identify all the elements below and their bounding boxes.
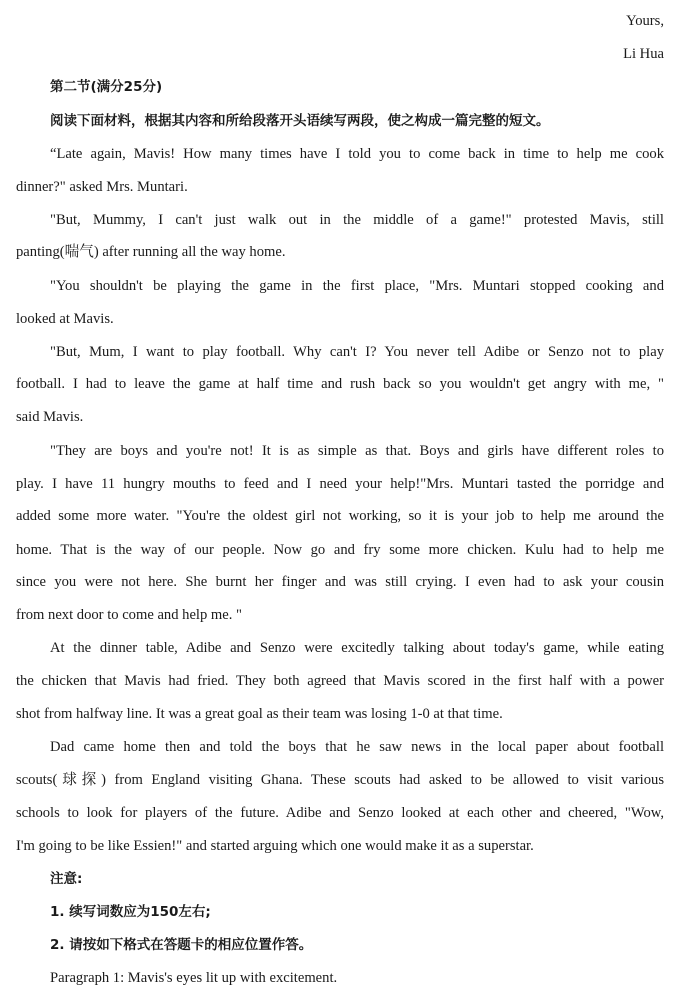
closing-yours: Yours, [626, 13, 664, 29]
notes-heading: 注意: [50, 871, 83, 887]
story-line: football. I had to leave the game at half time and rush back so you wouldn't get angry with me, " [16, 376, 664, 392]
notes-item-word-count: 1. 续写词数应为150左右; [50, 904, 211, 920]
section-heading: 第二节(满分25分) [50, 79, 163, 95]
story-line: scouts(球探) from England visiting Ghana. These scouts had asked to be allowed to visit various [16, 772, 664, 788]
story-line: said Mavis. [16, 409, 84, 425]
story-line: home. That is the way of our people. Now go and fry some more chicken. Kulu had to help me [16, 542, 664, 558]
closing-name: Li Hua [623, 46, 664, 62]
story-line: play. I have 11 hungry mouths to feed and I need your help!"Mrs. Muntari tasted the porridge and [16, 476, 664, 492]
story-line: "But, Mummy, I can't just walk out in the middle of a game!" protested Mavis, still [50, 212, 664, 228]
story-line: shot from halfway line. It was a great goal as their team was losing 1-0 at that time. [16, 706, 503, 722]
section-instruction: 阅读下面材料，根据其内容和所给段落开头语续写两段，使之构成一篇完整的短文。 [50, 113, 550, 129]
story-line: Dad came home then and told the boys that he saw news in the local paper about football [50, 739, 664, 755]
story-line: "But, Mum, I want to play football. Why can't I? You never tell Adibe or Senzo not to play [50, 344, 664, 360]
notes-item-format: 2. 请按如下格式在答题卡的相应位置作答。 [50, 937, 313, 953]
story-line: panting(喘气) after running all the way home. [16, 244, 286, 260]
story-line: “Late again, Mavis! How many times have I told you to come back in time to help me cook [50, 146, 664, 162]
story-line: since you were not here. She burnt her finger and was still crying. I even had to ask your cousin [16, 574, 664, 590]
story-line: added some more water. "You're the oldest girl not working, so it is your job to help me around the [16, 508, 664, 524]
story-line: dinner?" asked Mrs. Muntari. [16, 179, 188, 195]
story-line: I'm going to be like Essien!" and started arguing which one would make it as a superstar. [16, 838, 534, 854]
story-line: At the dinner table, Adibe and Senzo were excitedly talking about today's game, while eating [50, 640, 664, 656]
story-line: looked at Mavis. [16, 311, 114, 327]
story-line: "They are boys and you're not! It is as simple as that. Boys and girls have different roles to [50, 443, 664, 459]
paragraph-1-opening: Paragraph 1: Mavis's eyes lit up with excitement. [50, 970, 338, 986]
story-line: the chicken that Mavis had fried. They both agreed that Mavis scored in the first half with a power [16, 673, 664, 689]
story-line: "You shouldn't be playing the game in the first place, "Mrs. Muntari stopped cooking and [50, 278, 664, 294]
story-line: schools to look for players of the future. Adibe and Senzo looked at each other and cheered, "Wow, [16, 805, 664, 821]
story-line: from next door to come and help me. " [16, 607, 243, 623]
